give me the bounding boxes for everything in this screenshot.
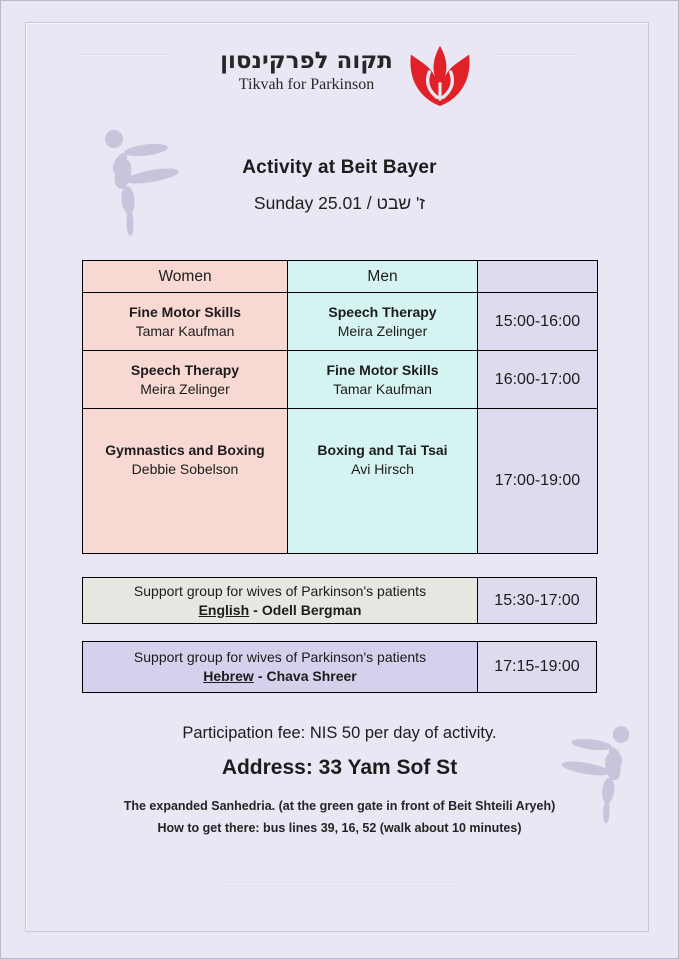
activity-name: Fine Motor Skills xyxy=(128,303,241,320)
support-group-description: Support group for wives of Parkinson's patients xyxy=(133,649,427,666)
brand-title-hebrew: תקוה לפרקינסון xyxy=(220,48,393,74)
directions-line-1: The expanded Sanhedria. (at the green gate in front of Beit Shteili Aryeh) xyxy=(123,799,556,813)
kicking-figure-icon xyxy=(88,126,188,238)
support-group-description-cell xyxy=(83,642,478,693)
support-group-english-table xyxy=(82,577,597,624)
men-column-header: Men xyxy=(288,261,478,293)
instructor-name: Tamar Kaufman xyxy=(333,380,432,397)
time-cell: 16:00-17:00 xyxy=(478,351,598,409)
men-activity-cell xyxy=(288,351,478,409)
brand-text-block xyxy=(220,40,393,94)
brand-header xyxy=(0,40,679,108)
time-cell: 17:00-19:00 xyxy=(478,409,598,554)
directions-line-2: How to get there: bus lines 39, 16, 52 (walk about 10 minutes) xyxy=(157,821,522,835)
address-text: Address: 33 Yam Sof St xyxy=(221,756,458,779)
time-cell: 15:30-17:00 xyxy=(478,578,597,624)
instructor-name: Debbie Sobelson xyxy=(131,460,239,477)
instructor-name: Avi Hirsch xyxy=(351,460,414,477)
kicking-figure-mirrored-icon xyxy=(553,722,645,826)
schedule-row-3 xyxy=(83,409,598,554)
men-activity-cell xyxy=(288,409,478,554)
schedule-row-1 xyxy=(83,293,598,351)
instructor-name: Meira Zelinger xyxy=(140,380,230,397)
support-group-hebrew-table xyxy=(82,641,597,693)
schedule-header-row xyxy=(83,261,598,293)
page-title: Activity at Beit Bayer xyxy=(242,157,437,178)
men-activity-cell xyxy=(288,293,478,351)
tulip-logo-icon xyxy=(403,40,477,108)
activity-name: Fine Motor Skills xyxy=(326,361,439,378)
time-cell: 17:15-19:00 xyxy=(478,642,597,693)
support-group-description: Support group for wives of Parkinson's patients xyxy=(133,582,427,599)
women-activity-cell xyxy=(83,351,288,409)
women-activity-cell xyxy=(83,409,288,554)
activity-name: Boxing and Tai Tsai xyxy=(317,442,448,458)
support-group-leader: Chava Shreer xyxy=(266,668,357,684)
women-activity-cell xyxy=(83,293,288,351)
separator: - xyxy=(253,601,258,618)
page-subtitle: Sunday 25.01 / ז' שבט xyxy=(253,193,426,213)
instructor-name: Tamar Kaufman xyxy=(135,322,235,339)
activity-name: Gymnastics and Boxing xyxy=(105,442,265,458)
schedule-row-2 xyxy=(83,351,598,409)
activity-name: Speech Therapy xyxy=(328,303,437,320)
support-group-leader-line xyxy=(83,667,477,686)
activity-name: Speech Therapy xyxy=(130,361,240,378)
time-column-header xyxy=(478,261,598,293)
support-group-language: Hebrew xyxy=(203,668,254,684)
instructor-name: Meira Zelinger xyxy=(337,322,428,339)
footer-divider xyxy=(223,882,455,884)
participation-fee-text: Participation fee: NIS 50 per day of activity. xyxy=(182,724,497,742)
time-cell: 15:00-16:00 xyxy=(478,293,598,351)
support-group-row xyxy=(83,642,597,693)
support-group-row xyxy=(83,578,597,624)
support-group-leader: Odell Bergman xyxy=(261,601,362,618)
support-group-description-cell xyxy=(83,578,478,624)
women-column-header: Women xyxy=(83,261,288,293)
brand-title-english: Tikvah for Parkinson xyxy=(238,76,375,94)
support-group-language: English xyxy=(198,601,250,618)
support-group-leader-line xyxy=(83,601,477,620)
separator: - xyxy=(257,668,263,684)
schedule-table xyxy=(82,260,598,554)
